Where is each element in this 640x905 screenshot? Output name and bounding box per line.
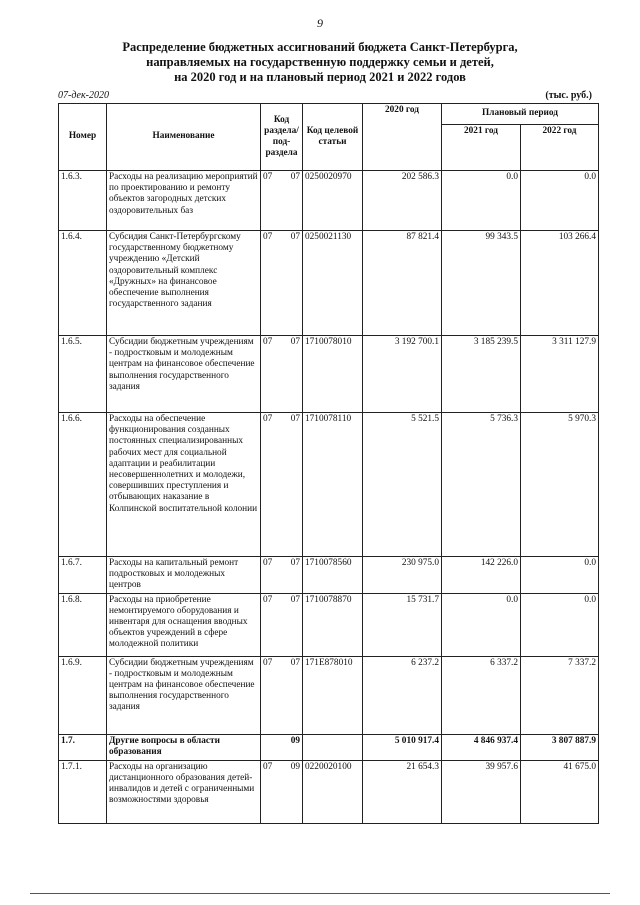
row-razdel: 07 (263, 657, 273, 668)
row-section-code (261, 593, 303, 656)
table-row (59, 656, 599, 734)
row-value-2022: 0.0 (521, 557, 599, 594)
row-value-2020: 21 654.3 (363, 760, 442, 823)
header-number: Номер (59, 104, 107, 171)
row-razdel: 07 (263, 558, 273, 568)
row-podrazdel: 09 (290, 735, 300, 746)
row-section-code (261, 656, 303, 734)
header-planned-period: Плановый период (442, 104, 599, 125)
row-value-2022: 41 675.0 (521, 760, 599, 823)
row-podrazdel: 07 (290, 337, 300, 347)
row-name: Расходы на капитальный ремонт подростковых и молодежных центров (107, 557, 261, 594)
row-value-2022: 0.0 (521, 593, 599, 656)
row-target-code (303, 734, 363, 760)
row-value-2022: 103 266.4 (521, 231, 599, 336)
row-target-code: 1710078560 (303, 557, 363, 594)
page-number: 9 (317, 16, 323, 30)
table-row (59, 557, 599, 594)
row-number: 1.7. (59, 734, 107, 760)
row-value-2020: 15 731.7 (363, 593, 442, 656)
row-value-2020: 87 821.4 (363, 231, 442, 336)
row-value-2021: 0.0 (442, 171, 521, 231)
row-razdel: 07 (263, 414, 273, 424)
row-number: 1.6.3. (59, 171, 107, 231)
row-section-code (261, 557, 303, 594)
title-line-1: Распределение бюджетных ассигнований бюджета Санкт-Петербурга, (122, 40, 518, 54)
table-row (59, 171, 599, 231)
row-section-code (261, 760, 303, 823)
row-number: 1.6.7. (59, 557, 107, 594)
row-value-2020: 3 192 700.1 (363, 336, 442, 413)
row-podrazdel: 07 (290, 172, 300, 182)
row-value-2022: 5 970.3 (521, 413, 599, 557)
row-value-2020: 5 010 917.4 (363, 734, 442, 760)
row-podrazdel: 07 (290, 414, 300, 424)
row-podrazdel: 07 (290, 594, 300, 605)
row-target-code: 0250020970 (303, 171, 363, 231)
footer-divider (30, 893, 610, 894)
row-name: Расходы на приобретение немонтируемого оборудования и инвентаря для оснащения вводных объектов учреждений в сфере молодежной политики (107, 593, 261, 656)
title-line-2: направляемых на государственную поддержку семьи и детей, (146, 55, 494, 69)
row-name: Другие вопросы в области образования (107, 734, 261, 760)
table-body (59, 171, 599, 824)
row-name: Расходы на организацию дистанционного образования детей-инвалидов и детей с ограниченными возможностями здоровья (107, 760, 261, 823)
row-razdel: 07 (263, 761, 273, 772)
row-value-2021: 99 343.5 (442, 231, 521, 336)
row-name: Расходы на обеспечение функционирования созданных постоянных специализированных рабочих мест для социальной адаптации и реабилитации несовершеннолетних и молодежи, совершивших преступления и отбывающих наказание в Колпинской воспитательной колонии (107, 413, 261, 557)
header-section-code: Код раздела/ под-раздела (261, 104, 303, 171)
row-value-2020: 202 586.3 (363, 171, 442, 231)
row-section-code (261, 413, 303, 557)
row-value-2020: 5 521.5 (363, 413, 442, 557)
document-title (60, 40, 580, 85)
row-target-code: 1710078870 (303, 593, 363, 656)
row-value-2022: 0.0 (521, 171, 599, 231)
row-value-2021: 3 185 239.5 (442, 336, 521, 413)
row-section-code (261, 171, 303, 231)
table-row (59, 593, 599, 656)
row-value-2022: 3 311 127.9 (521, 336, 599, 413)
row-value-2022: 3 807 887.9 (521, 734, 599, 760)
row-value-2020: 230 975.0 (363, 557, 442, 594)
row-number: 1.7.1. (59, 760, 107, 823)
row-target-code: 0220020100 (303, 760, 363, 823)
row-number: 1.6.8. (59, 593, 107, 656)
header-year-2020: 2020 год (363, 104, 442, 171)
row-name: Субсидии бюджетным учреждениям - подростковым и молодежным центрам на финансовое обеспечение выполнения государственного задания (107, 336, 261, 413)
units-label: (тыс. руб.) (545, 90, 592, 101)
row-podrazdel: 07 (290, 232, 300, 242)
table-row (59, 231, 599, 336)
document-date: 07-дек-2020 (58, 90, 109, 101)
row-target-code: 1710078110 (303, 413, 363, 557)
row-value-2021: 4 846 937.4 (442, 734, 521, 760)
row-number: 1.6.9. (59, 656, 107, 734)
row-value-2021: 5 736.3 (442, 413, 521, 557)
table-row (59, 336, 599, 413)
table-row (59, 734, 599, 760)
row-number: 1.6.6. (59, 413, 107, 557)
row-podrazdel: 09 (290, 761, 300, 772)
row-razdel: 07 (263, 337, 273, 347)
row-name: Расходы на реализацию мероприятий по проектированию и ремонту объектов загородных детских оздоровительных баз (107, 171, 261, 231)
table-row (59, 760, 599, 823)
row-name: Субсидия Санкт-Петербургскому государственному бюджетному учреждению «Детский оздоровительный комплекс «Дружных» на финансовое обеспечение выполнения государственного задания (107, 231, 261, 336)
table-row (59, 413, 599, 557)
row-target-code: 171E878010 (303, 656, 363, 734)
header-year-2021: 2021 год (442, 125, 521, 171)
row-name: Субсидии бюджетным учреждениям - подростковым и молодежным центрам на финансовое обеспечение выполнения государственного задания (107, 656, 261, 734)
row-section-code (261, 336, 303, 413)
row-value-2022: 7 337.2 (521, 656, 599, 734)
row-razdel: 07 (263, 172, 273, 182)
row-value-2021: 0.0 (442, 593, 521, 656)
row-razdel: 07 (263, 232, 273, 242)
row-number: 1.6.5. (59, 336, 107, 413)
row-podrazdel: 07 (290, 657, 300, 668)
row-value-2021: 142 226.0 (442, 557, 521, 594)
header-name: Наименование (107, 104, 261, 171)
row-value-2021: 39 957.6 (442, 760, 521, 823)
row-podrazdel: 07 (290, 558, 300, 568)
header-year-2022: 2022 год (521, 125, 599, 171)
row-value-2021: 6 337.2 (442, 656, 521, 734)
header-target-code: Код целевой статьи (303, 104, 363, 171)
row-section-code (261, 231, 303, 336)
row-value-2020: 6 237.2 (363, 656, 442, 734)
row-target-code: 1710078010 (303, 336, 363, 413)
title-line-3: на 2020 год и на плановый период 2021 и 2022 годов (174, 70, 466, 84)
row-section-code (261, 734, 303, 760)
budget-table (58, 103, 599, 824)
row-number: 1.6.4. (59, 231, 107, 336)
row-target-code: 0250021130 (303, 231, 363, 336)
row-razdel: 07 (263, 594, 273, 605)
